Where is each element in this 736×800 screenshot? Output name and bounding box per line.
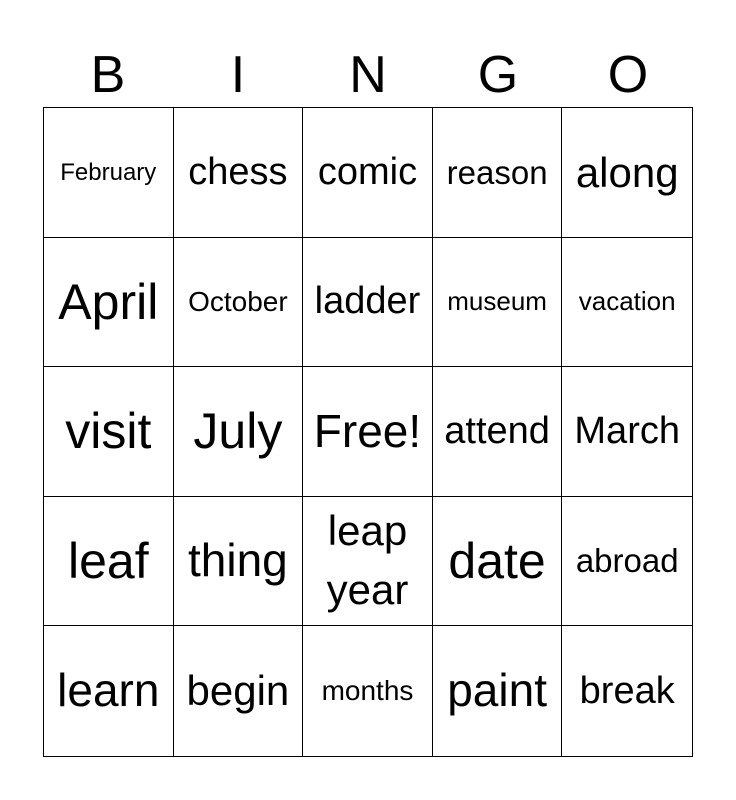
bingo-cell[interactable]: [174, 626, 304, 756]
bingo-cell[interactable]: [433, 626, 563, 756]
bingo-cell[interactable]: [174, 367, 304, 497]
cell-word: vacation: [578, 286, 676, 317]
cell-word: ladder: [314, 280, 421, 323]
header-letter-i: I: [230, 46, 246, 104]
bingo-cell[interactable]: [562, 626, 692, 756]
cell-word: abroad: [575, 542, 679, 580]
bingo-cell[interactable]: [44, 367, 174, 497]
cell-word: October: [188, 286, 288, 318]
cell-word: chess: [188, 150, 288, 193]
cell-word: visit: [65, 403, 152, 460]
cell-word: begin: [186, 667, 290, 715]
bingo-cell[interactable]: [44, 108, 174, 238]
bingo-cell[interactable]: [562, 238, 692, 368]
bingo-cell[interactable]: [303, 497, 433, 627]
cell-word: along: [575, 148, 679, 196]
bingo-cell[interactable]: [44, 238, 174, 368]
cell-word: July: [193, 403, 283, 460]
cell-word: break: [579, 669, 675, 712]
cell-word: attend: [444, 410, 550, 453]
cell-word: February: [60, 158, 157, 186]
bingo-cell[interactable]: [562, 497, 692, 627]
bingo-cell[interactable]: [433, 108, 563, 238]
header-letter-b: B: [90, 46, 126, 104]
free-space-label: Free!: [313, 404, 422, 457]
bingo-cell[interactable]: [562, 108, 692, 238]
bingo-cell[interactable]: [433, 367, 563, 497]
header-letter-g: G: [477, 46, 519, 104]
cell-word: paint: [447, 664, 547, 717]
cell-word: months: [321, 675, 414, 707]
bingo-cell[interactable]: [562, 367, 692, 497]
bingo-cell[interactable]: [174, 108, 304, 238]
bingo-cell[interactable]: [303, 626, 433, 756]
bingo-cell[interactable]: [174, 497, 304, 627]
bingo-cell[interactable]: [433, 497, 563, 627]
bingo-cell[interactable]: [44, 626, 174, 756]
cell-word: reason: [446, 153, 548, 191]
bingo-cell[interactable]: [44, 497, 174, 627]
header-letter-o: O: [607, 46, 649, 104]
cell-word: learn: [57, 664, 160, 717]
bingo-header: [43, 45, 693, 105]
cell-word: April: [58, 273, 159, 330]
cell-word: March: [574, 410, 680, 453]
cell-word: leap year: [326, 507, 409, 614]
cell-word: leaf: [67, 532, 149, 589]
bingo-cell[interactable]: [303, 238, 433, 368]
cell-word: date: [448, 532, 546, 589]
free-space-cell[interactable]: [303, 367, 433, 497]
bingo-cell[interactable]: [433, 238, 563, 368]
cell-word: museum: [447, 286, 547, 317]
cell-word: thing: [188, 534, 288, 587]
header-letter-n: N: [349, 46, 387, 104]
cell-word: comic: [317, 150, 418, 193]
bingo-cell[interactable]: [303, 108, 433, 238]
bingo-cell[interactable]: [174, 238, 304, 368]
bingo-board: [43, 107, 693, 757]
